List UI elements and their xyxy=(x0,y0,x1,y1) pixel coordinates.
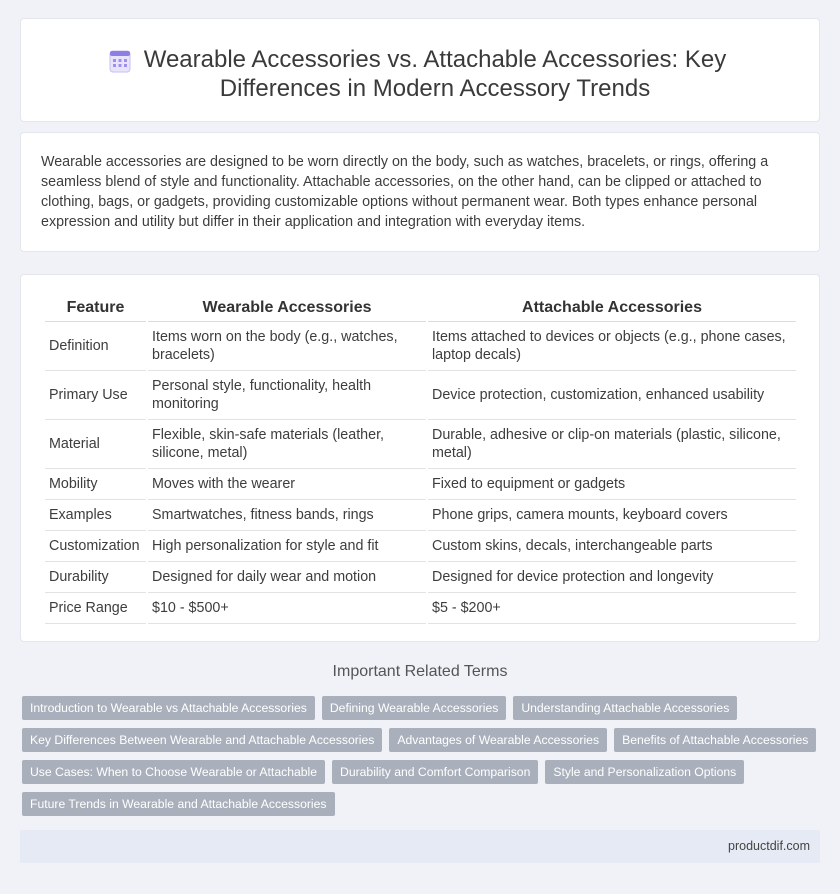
table-row xyxy=(45,531,796,562)
related-terms-list xyxy=(22,696,822,824)
calendar-icon xyxy=(109,49,131,73)
table-cell: Examples xyxy=(45,500,146,531)
table-cell: $10 - $500+ xyxy=(148,593,426,624)
table-row xyxy=(45,593,796,624)
table-cell: Phone grips, camera mounts, keyboard covers xyxy=(428,500,796,531)
table-cell: Moves with the wearer xyxy=(148,469,426,500)
table-row xyxy=(45,500,796,531)
table-cell: Designed for device protection and longevity xyxy=(428,562,796,593)
table-cell: Mobility xyxy=(45,469,146,500)
column-header-wearable: Wearable Accessories xyxy=(148,293,426,322)
related-term-tag[interactable]: Defining Wearable Accessories xyxy=(322,696,506,720)
comparison-table-card xyxy=(20,274,820,642)
related-term-tag[interactable]: Style and Personalization Options xyxy=(545,760,744,784)
related-term-tag[interactable]: Advantages of Wearable Accessories xyxy=(389,728,607,752)
column-header-attachable: Attachable Accessories xyxy=(428,293,796,322)
table-cell: Fixed to equipment or gadgets xyxy=(428,469,796,500)
table-row xyxy=(45,371,796,420)
related-term-tag[interactable]: Understanding Attachable Accessories xyxy=(513,696,737,720)
table-cell: Definition xyxy=(45,322,146,371)
related-term-tag[interactable]: Introduction to Wearable vs Attachable Accessories xyxy=(22,696,315,720)
table-cell: Custom skins, decals, interchangeable parts xyxy=(428,531,796,562)
table-cell: Device protection, customization, enhanced usability xyxy=(428,371,796,420)
table-header-row xyxy=(45,293,796,322)
related-term-tag[interactable]: Future Trends in Wearable and Attachable Accessories xyxy=(22,792,335,816)
table-cell: Material xyxy=(45,420,146,469)
page-title: Wearable Accessories vs. Attachable Accessories: Key Differences in Modern Accessory Trends xyxy=(143,46,727,102)
intro-card xyxy=(20,132,820,252)
table-cell: Customization xyxy=(45,531,146,562)
table-row xyxy=(45,562,796,593)
table-row xyxy=(45,469,796,500)
title-card xyxy=(20,18,820,122)
table-cell: $5 - $200+ xyxy=(428,593,796,624)
table-cell: Primary Use xyxy=(45,371,146,420)
related-term-tag[interactable]: Benefits of Attachable Accessories xyxy=(614,728,816,752)
related-term-tag[interactable]: Durability and Comfort Comparison xyxy=(332,760,538,784)
table-cell: Smartwatches, fitness bands, rings xyxy=(148,500,426,531)
table-cell: Personal style, functionality, health monitoring xyxy=(148,371,426,420)
related-term-tag[interactable]: Use Cases: When to Choose Wearable or Attachable xyxy=(22,760,325,784)
table-cell: Durable, adhesive or clip-on materials (plastic, silicone, metal) xyxy=(428,420,796,469)
footer-site-link[interactable]: productdif.com xyxy=(728,839,810,853)
column-header-feature: Feature xyxy=(45,293,146,322)
footer xyxy=(20,830,820,863)
table-cell: Items attached to devices or objects (e.g., phone cases, laptop decals) xyxy=(428,322,796,371)
table-row xyxy=(45,420,796,469)
table-row xyxy=(45,322,796,371)
table-cell: Items worn on the body (e.g., watches, bracelets) xyxy=(148,322,426,371)
table-cell: Durability xyxy=(45,562,146,593)
table-cell: Price Range xyxy=(45,593,146,624)
related-term-tag[interactable]: Key Differences Between Wearable and Attachable Accessories xyxy=(22,728,382,752)
intro-paragraph: Wearable accessories are designed to be worn directly on the body, such as watches, bracelets, or rings, offering a seamless blend of style and functionality. Attachable accessories, on the other hand, can be clipped or attached to clothing, bags, or gadgets, providing customizable options without permanent wear. Both types enhance personal expression and utility but differ in their application and integration with everyday items. xyxy=(41,154,769,230)
table-cell: High personalization for style and fit xyxy=(148,531,426,562)
comparison-table xyxy=(43,293,798,624)
table-cell: Flexible, skin-safe materials (leather, silicone, metal) xyxy=(148,420,426,469)
related-terms-heading: Important Related Terms xyxy=(332,663,508,680)
table-cell: Designed for daily wear and motion xyxy=(148,562,426,593)
